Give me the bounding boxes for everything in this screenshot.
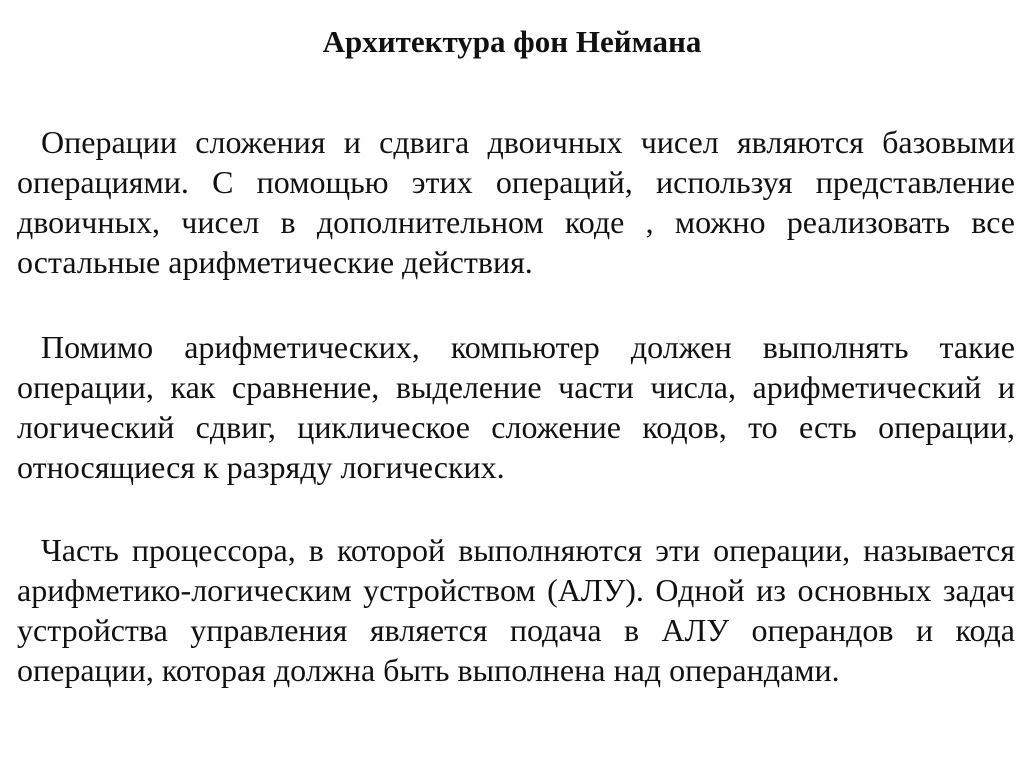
- slide-title: Архитектура фон Неймана: [322, 24, 702, 59]
- paragraph-logical-operations: Помимо арифметических, компьютер должен выполнять такие операции, как сравнение, выделение части числа, арифметический и логический сдвиг, циклическое сложение кодов, то есть операции, относящиеся к разряду логических.: [17, 329, 1015, 485]
- paragraph-alu: Часть процессора, в которой выполняются эти операции, называется арифметико-логическим устройством (АЛУ). Одной из основных задач устройства управления является подача в АЛУ операндов и кода операции, которая должна быть выполнена над операндами.: [17, 532, 1015, 688]
- paragraph-basic-operations: Операции сложения и сдвига двоичных чисел являются базовыми операциями. С помощью этих операций, используя представление двоичных, чисел в дополнительном коде , можно реализовать все остальные арифметические действия.: [17, 124, 1015, 280]
